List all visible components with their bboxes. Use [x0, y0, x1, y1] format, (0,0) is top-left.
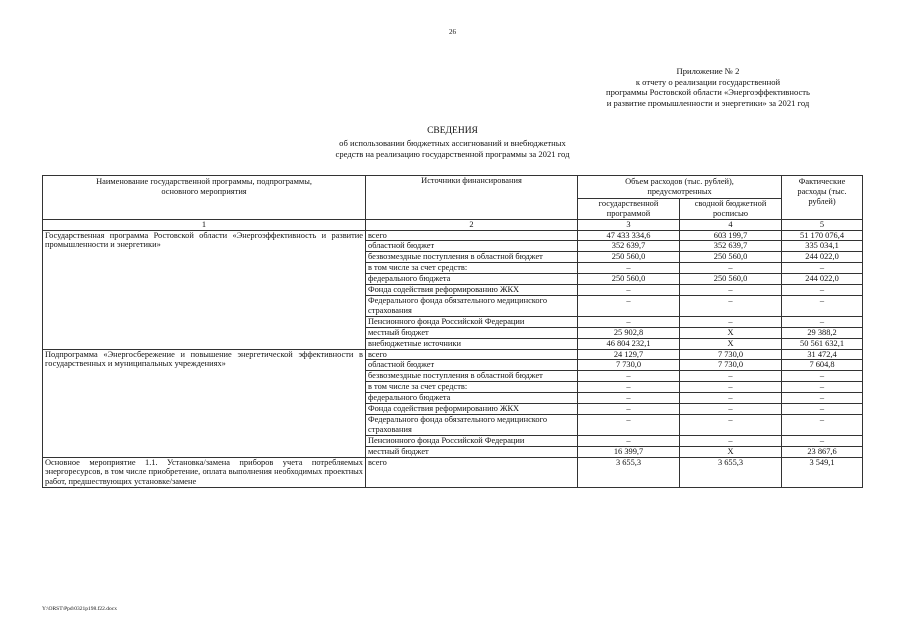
table-row	[43, 457, 863, 488]
budget-amount-cell: –	[680, 285, 782, 296]
header-actual: Фактические расходы (тыс. рублей)	[782, 176, 863, 220]
program-amount-cell: 7 730,0	[578, 360, 680, 371]
file-path-footer: Y:\ORST\Ppd\0321p198.f22.docx	[42, 606, 117, 612]
program-amount-cell: –	[578, 382, 680, 393]
funding-source-cell: внебюджетные источники	[366, 338, 578, 349]
program-amount-cell: –	[578, 263, 680, 274]
budget-amount-cell: –	[680, 382, 782, 393]
program-amount-cell: 250 560,0	[578, 252, 680, 263]
actual-amount-cell: 3 549,1	[782, 457, 863, 488]
program-amount-cell: –	[578, 371, 680, 382]
program-amount-cell: –	[578, 414, 680, 435]
program-amount-cell: 46 804 232,1	[578, 338, 680, 349]
funding-source-cell: местный бюджет	[366, 446, 578, 457]
funding-source-cell: Фонда содействия реформированию ЖКХ	[366, 285, 578, 296]
column-number: 4	[680, 219, 782, 230]
funding-source-cell: всего	[366, 349, 578, 360]
program-name-cell: Подпрограмма «Энергосбережение и повышение энергетической эффективности в государственных и муниципальных учреждениях»	[43, 349, 366, 457]
budget-amount-cell: Х	[680, 338, 782, 349]
budget-amount-cell: –	[680, 316, 782, 327]
actual-amount-cell: –	[782, 316, 863, 327]
actual-amount-cell: –	[782, 371, 863, 382]
budget-amount-cell: –	[680, 414, 782, 435]
program-amount-cell: 25 902,8	[578, 327, 680, 338]
actual-amount-cell: –	[782, 382, 863, 393]
actual-amount-cell: 23 867,6	[782, 446, 863, 457]
program-amount-cell: –	[578, 295, 680, 316]
actual-amount-cell: –	[782, 295, 863, 316]
program-amount-cell: 47 433 334,6	[578, 230, 680, 241]
actual-amount-cell: –	[782, 435, 863, 446]
funding-source-cell: безвозмездные поступления в областной бюджет	[366, 371, 578, 382]
budget-amount-cell: –	[680, 435, 782, 446]
column-number: 1	[43, 219, 366, 230]
funding-source-cell: Федерального фонда обязательного медицинского страхования	[366, 295, 578, 316]
header-volume: Объем расходов (тыс. рублей), предусмотренных	[578, 176, 782, 199]
column-number: 3	[578, 219, 680, 230]
header-state-program: государственной программой	[578, 198, 680, 219]
page-number: 26	[449, 28, 456, 36]
header-name: Наименование государственной программы, подпрограммы, основного мероприятия	[43, 176, 366, 220]
actual-amount-cell: –	[782, 414, 863, 435]
header-source: Источники финансирования	[366, 176, 578, 220]
program-name-cell: Государственная программа Ростовской области «Энергоэффективность и развитие промышленности и энергетики»	[43, 230, 366, 349]
program-name-cell: Основное мероприятие 1.1. Установка/замена приборов учета потребляемых энергоресурсов, в том числе приобретение, оплата выполнения необходимых проектных работ, предшествующих установке/замене	[43, 457, 366, 488]
program-amount-cell: –	[578, 404, 680, 415]
program-amount-cell: –	[578, 316, 680, 327]
funding-source-cell: Пенсионного фонда Российской Федерации	[366, 435, 578, 446]
budget-amount-cell: Х	[680, 327, 782, 338]
actual-amount-cell: 50 561 632,1	[782, 338, 863, 349]
table-row	[43, 230, 863, 241]
program-amount-cell: 16 399,7	[578, 446, 680, 457]
budget-amount-cell: –	[680, 295, 782, 316]
appendix-note	[558, 66, 858, 108]
actual-amount-cell: –	[782, 393, 863, 404]
actual-amount-cell: 29 388,2	[782, 327, 863, 338]
program-amount-cell: 352 639,7	[578, 241, 680, 252]
budget-amount-cell: Х	[680, 446, 782, 457]
program-amount-cell: –	[578, 393, 680, 404]
header-budget-list: сводной бюджетной росписью	[680, 198, 782, 219]
program-amount-cell: –	[578, 285, 680, 296]
funding-source-cell: всего	[366, 230, 578, 241]
budget-amount-cell: 7 730,0	[680, 349, 782, 360]
program-amount-cell: –	[578, 435, 680, 446]
program-amount-cell: 24 129,7	[578, 349, 680, 360]
actual-amount-cell: 51 170 076,4	[782, 230, 863, 241]
budget-amount-cell: 352 639,7	[680, 241, 782, 252]
actual-amount-cell: –	[782, 263, 863, 274]
table-row	[43, 349, 863, 360]
document-title: СВЕДЕНИЯ	[427, 126, 478, 136]
actual-amount-cell: 244 022,0	[782, 274, 863, 285]
funding-source-cell: Фонда содействия реформированию ЖКХ	[366, 404, 578, 415]
funding-source-cell: в том числе за счет средств:	[366, 263, 578, 274]
budget-amount-cell: –	[680, 393, 782, 404]
funding-source-cell: местный бюджет	[366, 327, 578, 338]
document-subtitle	[0, 138, 905, 159]
funding-source-cell: федерального бюджета	[366, 393, 578, 404]
program-amount-cell: 250 560,0	[578, 274, 680, 285]
budget-amount-cell: 7 730,0	[680, 360, 782, 371]
column-numbers-row	[43, 219, 863, 230]
appendix-line: программы Ростовской области «Энергоэффективность	[606, 87, 810, 98]
budget-amount-cell: 250 560,0	[680, 252, 782, 263]
actual-amount-cell: –	[782, 285, 863, 296]
actual-amount-cell: –	[782, 404, 863, 415]
appendix-line: Приложение № 2	[676, 66, 740, 76]
funding-source-cell: в том числе за счет средств:	[366, 382, 578, 393]
funding-source-cell: областной бюджет	[366, 360, 578, 371]
budget-amount-cell: 603 199,7	[680, 230, 782, 241]
appendix-line: и развитие промышленности и энергетики» за 2021 год	[606, 97, 810, 108]
budget-amount-cell: 3 655,3	[680, 457, 782, 488]
budget-amount-cell: 250 560,0	[680, 274, 782, 285]
program-amount-cell: 3 655,3	[578, 457, 680, 488]
subtitle-line: об использовании бюджетных ассигнований и внебюджетных	[339, 138, 566, 148]
funding-source-cell: областной бюджет	[366, 241, 578, 252]
budget-table	[42, 175, 863, 488]
actual-amount-cell: 335 034,1	[782, 241, 863, 252]
budget-amount-cell: –	[680, 263, 782, 274]
funding-source-cell: Федерального фонда обязательного медицинского страхования	[366, 414, 578, 435]
funding-source-cell: всего	[366, 457, 578, 488]
actual-amount-cell: 31 472,4	[782, 349, 863, 360]
funding-source-cell: безвозмездные поступления в областной бюджет	[366, 252, 578, 263]
appendix-line: к отчету о реализации государственной	[635, 76, 781, 87]
budget-amount-cell: –	[680, 371, 782, 382]
actual-amount-cell: 244 022,0	[782, 252, 863, 263]
subtitle-line: средств на реализацию государственной программы за 2021 год	[335, 148, 570, 159]
column-number: 2	[366, 219, 578, 230]
funding-source-cell: Пенсионного фонда Российской Федерации	[366, 316, 578, 327]
actual-amount-cell: 7 604,8	[782, 360, 863, 371]
budget-amount-cell: –	[680, 404, 782, 415]
funding-source-cell: федерального бюджета	[366, 274, 578, 285]
column-number: 5	[782, 219, 863, 230]
